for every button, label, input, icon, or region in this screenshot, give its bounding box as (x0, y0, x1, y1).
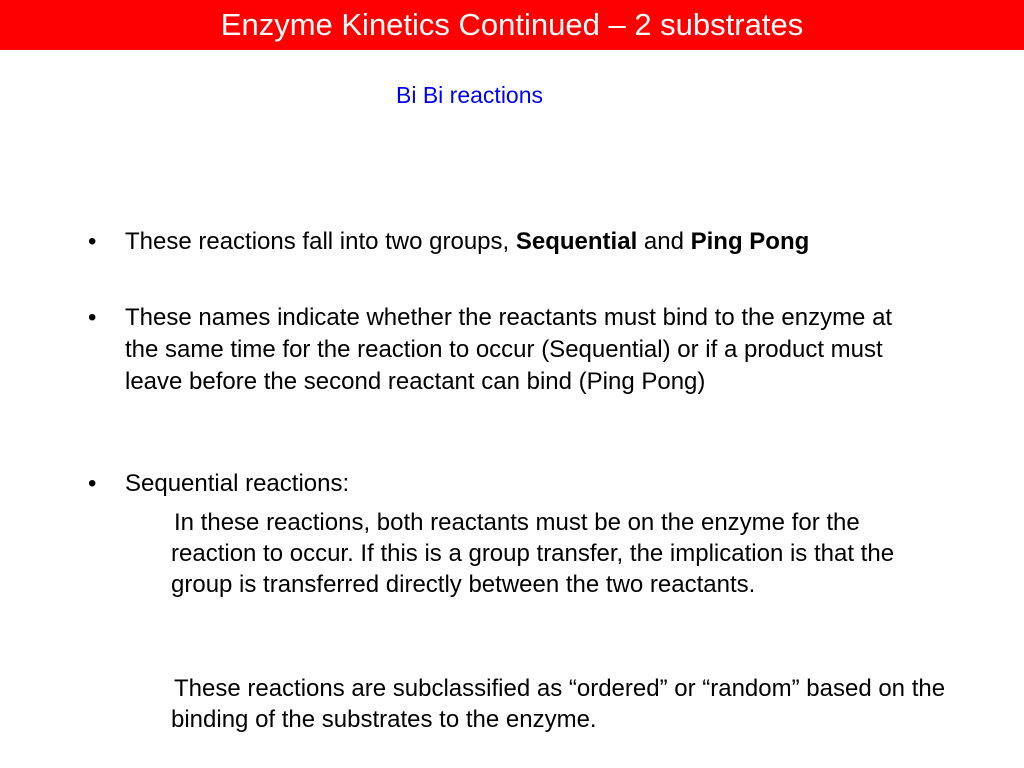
subclassification-description: These reactions are subclassified as “ordered” or “random” based on the binding of the substrates to the enzyme. (171, 675, 946, 733)
ping-pong-term: Ping Pong (690, 228, 810, 255)
bullet-groups (125, 226, 955, 258)
title-bar (0, 0, 1024, 50)
bullet-marker: • (88, 470, 97, 497)
sequential-term: Sequential (515, 228, 638, 255)
slide-subtitle: Bi Bi reactions (396, 82, 544, 108)
bullet-marker: • (88, 228, 97, 255)
bullet-groups-text: These reactions fall into two groups, (125, 228, 516, 255)
bullet-groups-conjunction: and (637, 228, 691, 255)
sequential-description: In these reactions, both reactants must be on the enzyme for the reaction to occur. If this is a group transfer, the implication is that the group is transferred directly between the two reactants. (171, 509, 895, 598)
bullet-sequential: Sequential reactions: (125, 470, 350, 497)
slide-title: Enzyme Kinetics Continued – 2 substrates (220, 7, 804, 42)
bullet-names: These names indicate whether the reactants must bind to the enzyme at the same time for the reaction to occur (Sequential) or if a product must leave before the second reactant can bind (Ping Pong) (125, 304, 893, 395)
bullet-marker: • (88, 304, 97, 331)
